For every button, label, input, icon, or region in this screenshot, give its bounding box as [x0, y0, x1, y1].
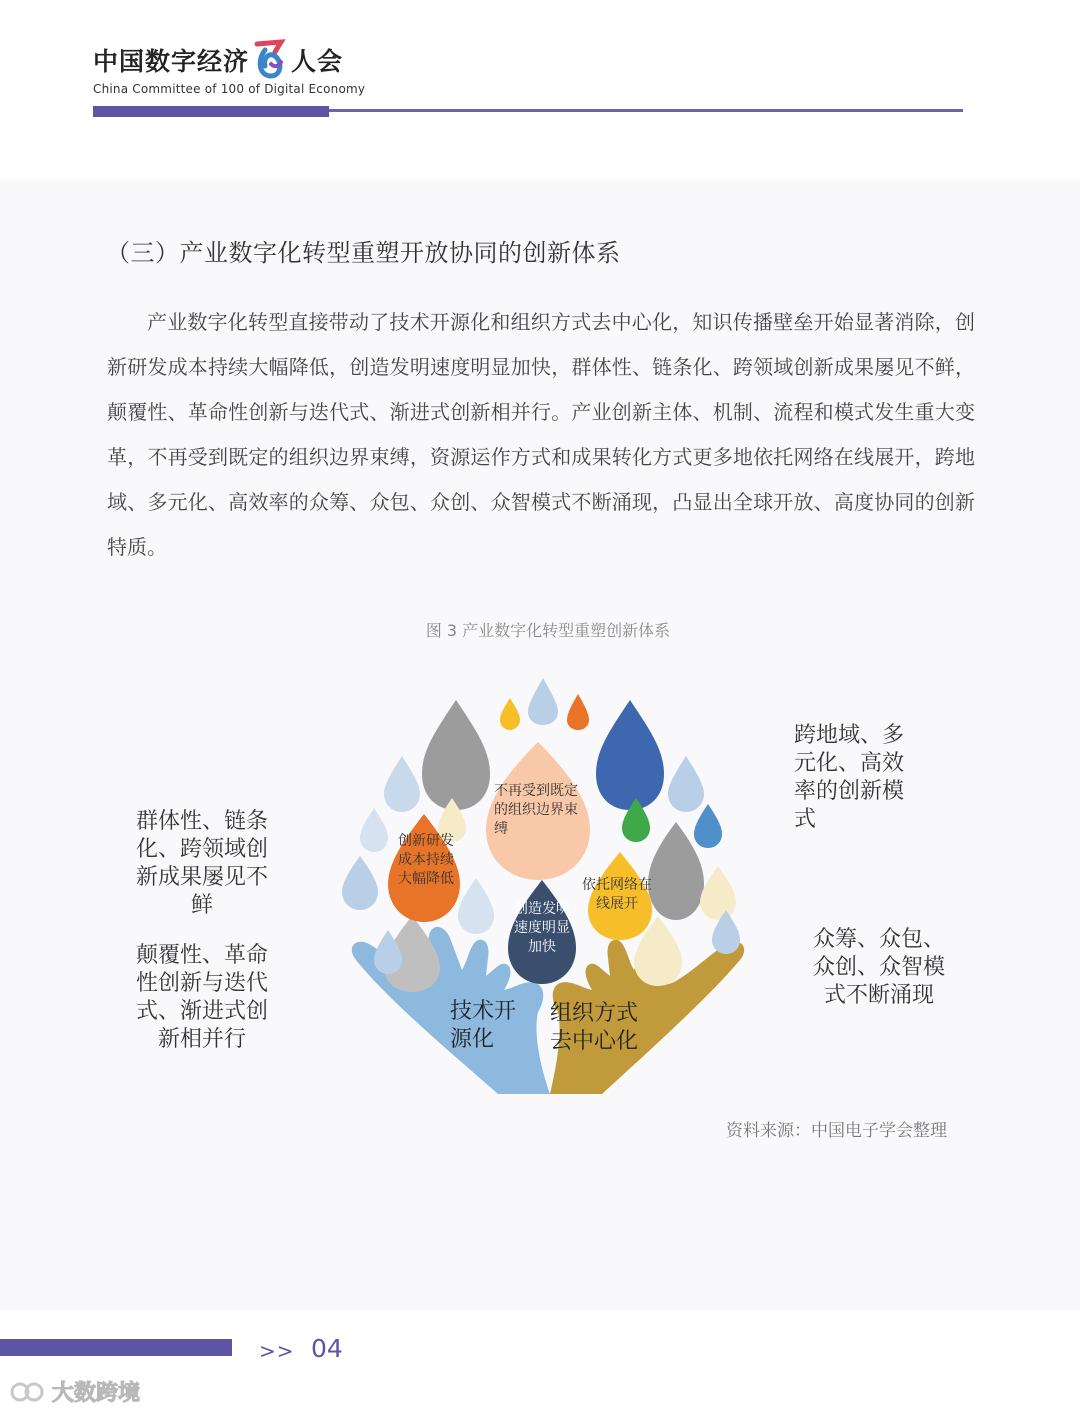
hand-left-label: 技术开源化 [450, 999, 517, 1052]
drop-decor [458, 878, 494, 934]
drop-right-label-box [578, 876, 656, 920]
left-note-2: 颠覆性、革命性创新与迭代式、渐进式创新相并行 [135, 943, 268, 1052]
right-note-1: 跨地域、多元化、高效率的创新模式 [794, 723, 905, 832]
figure-source: 资料来源：中国电子学会整理 [726, 1121, 947, 1141]
header-accent-bar [93, 106, 329, 117]
page-number: 04 [311, 1334, 343, 1363]
figure-caption: 图 3 产业数字化转型重塑创新体系 [425, 621, 671, 640]
drop-right-label: 依托网络在线展开 [582, 877, 652, 912]
watermark [8, 1376, 140, 1407]
drop-decor [700, 866, 736, 920]
drop-top-label: 不再受到既定的组织边界束缚 [494, 783, 578, 837]
page-header [0, 0, 1080, 180]
left-note-1: 群体性、链条化、跨领域创新成果屡见不鲜 [135, 809, 268, 918]
logo-title-text: 中国数字经济 [93, 47, 250, 76]
logo [93, 36, 365, 96]
logo-title [93, 36, 365, 84]
drop-decor [668, 756, 704, 812]
drop-center-label: 创造发明速度明显加快 [514, 901, 570, 955]
drop-left-label-box [394, 832, 458, 918]
logo-title-suffix: 人会 [291, 47, 344, 76]
logo-subtitle: China Committee of 100 of Digital Economy [93, 82, 366, 96]
footer-accent-bar [0, 1339, 232, 1356]
watermark-text: 大数跨境 [52, 1381, 141, 1406]
drop-decor [596, 700, 664, 810]
watermark-logo-icon [8, 1379, 48, 1405]
drop-decor [342, 856, 378, 910]
drop-top-label-box [490, 782, 586, 852]
hand-right-label-box [550, 1000, 654, 1064]
hand-left-label-box [450, 998, 536, 1062]
drop-decor [384, 756, 420, 812]
drop-center-label-box [512, 900, 572, 984]
drop-decor [694, 804, 722, 848]
drop-decor [500, 698, 520, 730]
section-title: （三）产业数字化转型重塑开放协同的创新体系 [106, 239, 621, 267]
drop-decor [422, 700, 490, 810]
drop-left-label: 创新研发成本持续大幅降低 [398, 833, 454, 887]
logo-100-mark-icon [253, 38, 287, 82]
innovation-tree-diagram [338, 670, 758, 1094]
drop-decor [567, 694, 589, 730]
page-arrows: >> [259, 1339, 295, 1363]
hand-right-label: 组织方式去中心化 [550, 1001, 639, 1054]
drop-decor [528, 678, 558, 725]
body-paragraph-text: 产业数字化转型直接带动了技术开源化和组织方式去中心化，知识传播壁垒开始显著消除，创新研发成本持续大幅降低，创造发明速度明显加快，群体性、链条化、跨领域创新成果屡见不鲜，颠覆性、革命性创新与迭代式、渐进式创新相并行。产业创新主体、机制、流程和模式发生重大变革，不再受到既定的组织边界束缚，资源运作方式和成果转化方式更多地依托网络在线展开，跨地域、多元化、高效率的众筹、众包、众创、众智模式不断涌现，凸显出全球开放、高度协同的创新特质。 [107, 310, 975, 559]
body-paragraph [107, 300, 975, 570]
right-note-2: 众筹、众包、众创、众智模式不断涌现 [812, 927, 945, 1008]
drop-decor [360, 808, 388, 852]
